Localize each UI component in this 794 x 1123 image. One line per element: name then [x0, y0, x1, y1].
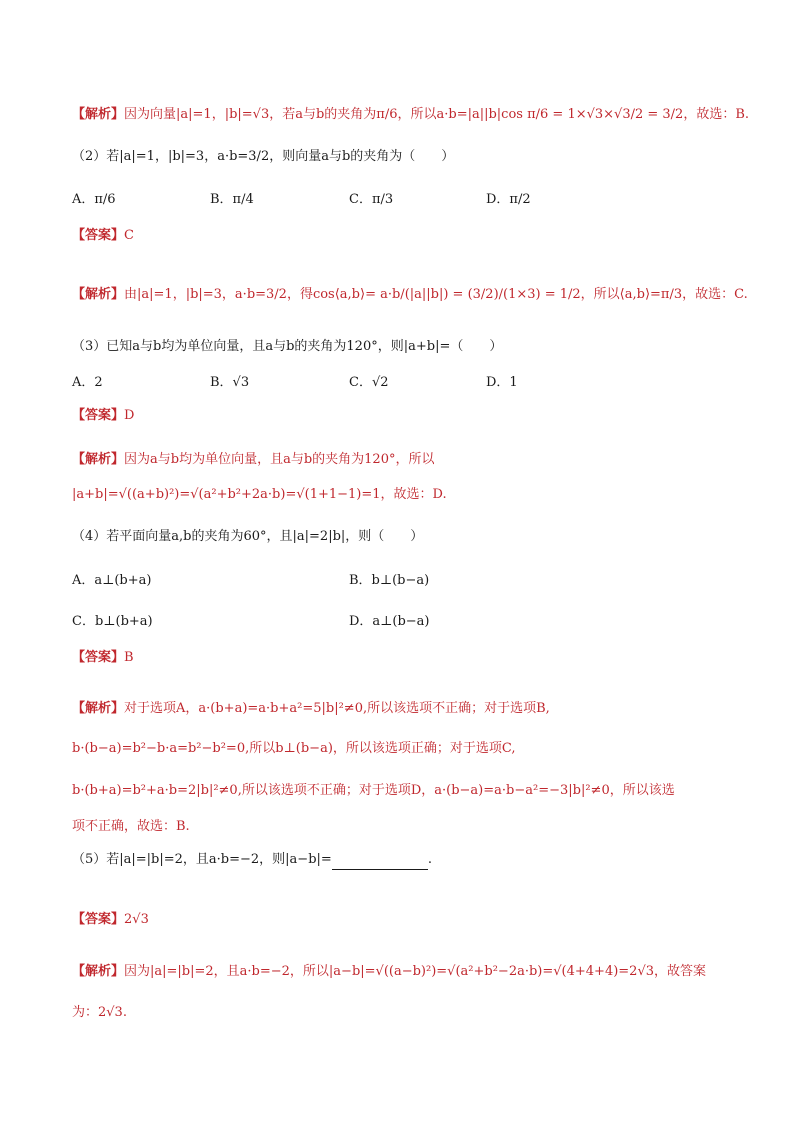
answer-label: 【答案】 [72, 408, 125, 423]
question-5-period: . [427, 852, 432, 867]
question-5 [72, 850, 732, 870]
analysis-1 [72, 105, 750, 125]
question-3: （3）已知a与b均为单位向量，且a与b的夹角为120°，则|a+b|=（ ） [72, 339, 503, 354]
analysis-4-cont-2: b·(b+a)=b²+a·b=2|b|²≠0,所以该选项不正确；对于选项D，a·(b−a)=a·b−a²=−3|b|²≠0，所以该选 [72, 783, 675, 798]
analysis-3-cont: |a+b|=√((a+b)²)=√(a²+b²+2a·b)=√(1+1−1)=1，故选：D. [72, 487, 447, 502]
answer-label: 【答案】 [72, 228, 125, 243]
option-c: C．b⊥(b+a) [72, 614, 153, 629]
question-5-text: （5）若|a|=|b|=2，且a·b=−2，则|a−b|= [72, 852, 332, 867]
option-c: C．π/3 [349, 192, 394, 207]
analysis-text: 因为a与b均为单位向量，且a与b的夹角为120°，所以 [124, 452, 435, 467]
analysis-label: 【解析】 [72, 964, 125, 979]
analysis-3 [72, 450, 732, 470]
analysis-5-cont: 为：2√3. [72, 1005, 127, 1020]
option-a: A．2 [72, 375, 103, 390]
analysis-4-cont-1: b·(b−a)=b²−b·a=b²−b²=0,所以b⊥(b−a)，所以该选项正确；对于选项C, [72, 741, 516, 756]
analysis-text: 因为|a|=|b|=2，且a·b=−2，所以|a−b|=√((a−b)²)=√(a²+b²−2a·b)=√(4+4+4)=2√3，故答案 [124, 964, 707, 979]
option-b: B．π/4 [210, 192, 254, 207]
analysis-text: 对于选项A，a·(b+a)=a·b+a²=5|b|²≠0,所以该选项不正确；对于选项B, [124, 701, 550, 716]
analysis-4 [72, 699, 732, 719]
answer-label: 【答案】 [72, 912, 125, 927]
answer-value: 2√3 [124, 912, 149, 927]
answer-4 [72, 648, 732, 668]
option-b: B．b⊥(b−a) [349, 573, 430, 588]
analysis-label: 【解析】 [72, 701, 125, 716]
analysis-label: 【解析】 [72, 287, 125, 302]
option-d: D．π/2 [486, 192, 531, 207]
answer-value: B [124, 650, 134, 665]
analysis-text: 由|a|=1，|b|=3，a·b=3/2，得cos⟨a,b⟩= a·b/(|a||b|) = (3/2)/(1×3) = 1/2，所以⟨a,b⟩=π/3，故选：C. [124, 287, 748, 302]
answer-5 [72, 910, 732, 930]
option-d: D．1 [486, 375, 518, 390]
answer-label: 【答案】 [72, 650, 125, 665]
option-d: D．a⊥(b−a) [349, 614, 430, 629]
analysis-2 [72, 285, 748, 305]
analysis-label: 【解析】 [72, 452, 125, 467]
analysis-text: 因为向量|a|=1，|b|=√3，若a与b的夹角为π/6，所以a·b=|a||b|cos π/6 = 1×√3×√3/2 = 3/2，故选：B. [124, 107, 750, 122]
option-b: B．√3 [210, 375, 250, 390]
question-2: （2）若|a|=1，|b|=3，a·b=3/2，则向量a与b的夹角为（ ） [72, 149, 455, 164]
answer-blank [332, 855, 428, 870]
analysis-4-cont-3: 项不正确，故选：B. [72, 819, 190, 834]
analysis-5 [72, 962, 732, 982]
answer-value: C [124, 228, 134, 243]
option-a: A．π/6 [72, 192, 116, 207]
question-4: （4）若平面向量a,b的夹角为60°，且|a|=2|b|，则（ ） [72, 529, 424, 544]
answer-2 [72, 226, 732, 246]
answer-value: D [124, 408, 135, 423]
option-c: C．√2 [349, 375, 389, 390]
analysis-label: 【解析】 [72, 107, 125, 122]
option-a: A．a⊥(b+a) [72, 573, 152, 588]
answer-3 [72, 406, 732, 426]
